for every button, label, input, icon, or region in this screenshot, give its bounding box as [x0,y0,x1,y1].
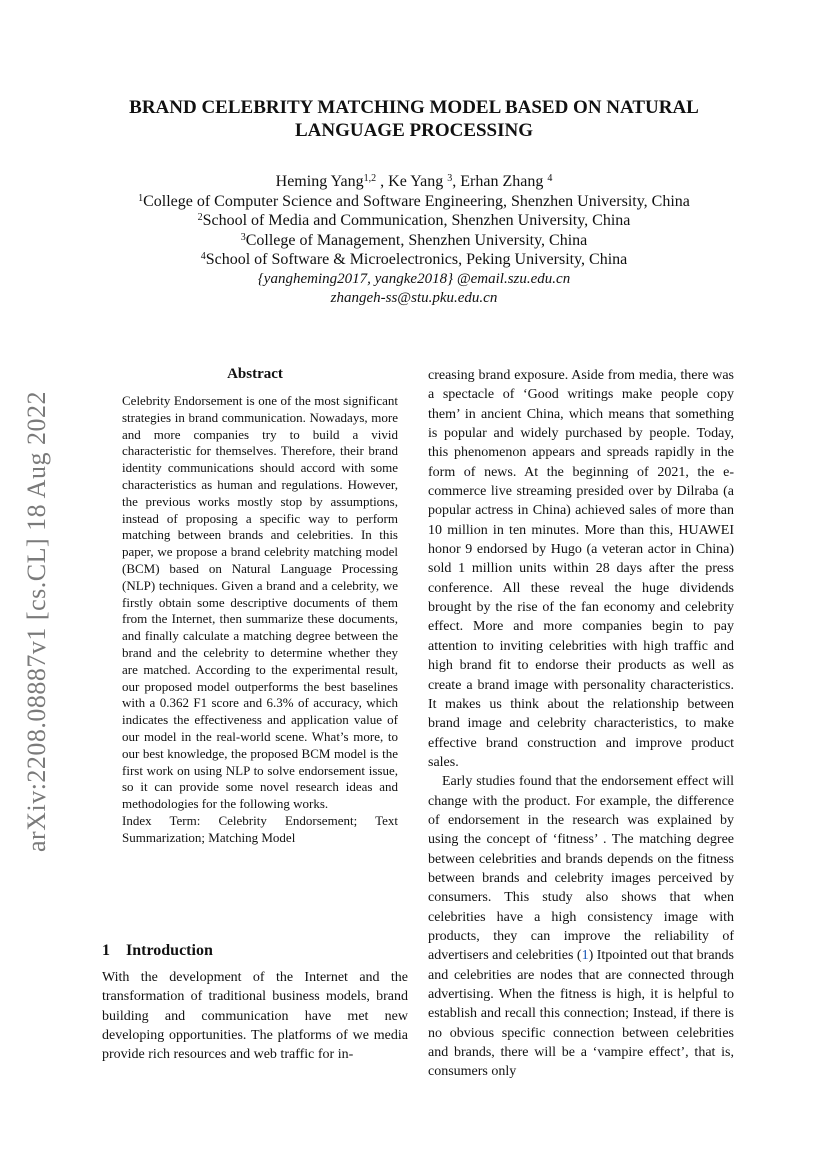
affiliation-text: School of Software & Microelectronics, Peking University, China [205,251,628,268]
author-name: , Erhan Zhang [452,173,548,190]
affiliation-text: College of Computer Science and Software Engineering, Shenzhen University, China [143,192,690,210]
author-name: Heming Yang [275,173,364,190]
right-column [428,366,734,1082]
author-name: , Ke Yang [376,173,448,190]
citation-link[interactable]: 1 [581,948,589,964]
paragraph-text: ) Itpointed out that brands and celebrities are nodes that are connected through advertising. When the fitness is high, it is helpful to establish and recall this connection; Instead, if there is no obvious specific connection between celebrities and brands, there will be a ‘vampire effect’, that is, consumers only [428,948,734,1080]
intro-paragraph-continued: creasing brand exposure. Aside from media, there was a spectacle of ‘Good writings make people copy them’ in ancient China, which means that something is popular and widely purchased by people. Today, this phenomenon appears and spreads rapidly in the form of news. At the beginning of 2021, the e-commerce live streaming presided over by Dilraba (a popular actress in China) achieved sales of more than 10 million in ten minutes. More than this, HUAWEI honor 9 endorsed by Hugo (a veteran actor in China) sold 1 million units within 28 days after the press conference. All these reveal the huge dividends brought by the rise of the fan economy and celebrity effect. More and more companies begin to pay attention to inviting celebrities with high traffic and high brand fit to endorse their products as well as create a brand image with personality characteristics. It makes us think about the relationship between brand image and celebrity characteristics, to make effective brand construction and improve product sales. [428,368,734,770]
author-superscript: 3 [447,173,453,184]
affiliation-line [60,211,768,231]
affiliation-line [60,231,768,251]
index-terms: Index Term: Celebrity Endorsement; Text Summarization; Matching Model [122,812,398,845]
affiliation-superscript: 3 [240,231,246,243]
affiliation-superscript: 2 [197,212,203,223]
abstract-heading: Abstract [227,366,283,382]
author-superscript: 4 [547,173,553,184]
paper-title: BRAND CELEBRITY MATCHING MODEL BASED ON NATURAL LANGUAGE PROCESSING [129,97,699,141]
email-line: {yangheming2017, yangke2018} @email.szu.edu.cn [257,270,571,287]
affiliation-text: School of Media and Communication, Shenzhen University, China [202,212,631,229]
author-block [60,172,768,309]
section-heading [102,942,213,960]
email-line: zhangeh-ss@stu.pku.edu.cn [330,290,498,306]
intro-paragraph-left: With the development of the Internet and the transformation of traditional business models, brand building and communication have met new developing opportunities. The platforms of we media provide rich resources and web traffic for in- [102,970,408,1063]
affiliation-superscript: 4 [200,251,206,262]
affiliation-superscript: 1 [138,192,144,204]
paragraph-text: Early studies found that the endorsement effect will change with the product. For example, the difference of endorsement in the research was explained by using the concept of ‘fitness’ . The matching degree between celebrities and brands depends on the fitness between brands and celebrity images perceived by consumers. This study also shows that when celebrities have a high consistency image with products, they can improve the reliability of advertisers and celebrities ( [428,774,734,964]
left-column [102,366,408,847]
section-number: 1 [102,942,110,959]
affiliation-line [60,192,768,212]
affiliation-line [60,250,768,270]
author-superscript: 1,2 [363,173,377,184]
section-title: Introduction [126,942,213,959]
abstract-body: Celebrity Endorsement is one of the most significant strategies in brand communication. Nowadays, more and more companies try to build a vivid characteristic for themselves. Therefore, their brand identity communications should accord with some characteristics as human and regulations. However, the previous works mostly stop by assumptions, instead of proposing a specific way to perform matching between brands and celebrities. In this paper, we propose a brand celebrity matching model (BCM) based on Natural Language Processing (NLP) techniques. Given a brand and a celebrity, we firstly obtain some descriptive documents of them from the Internet, then summarize these documents, and finally calculate a matching degree between the brand and the celebrity to determine whether they are matched. According to the experimental result, our proposed model outperforms the best baselines with a 0.362 F1 score and 6.3% of accuracy, which indicates the effectiveness and application value of our model in the real-world scene. What’s more, to our best knowledge, the proposed BCM model is the first work on using NLP to solve endorsement issue, so it can provide some novel research ideas and methodologies for the following works. [122,393,398,812]
intro-paragraph-early-studies [428,772,734,1082]
affiliation-text: College of Management, Shenzhen University, China [245,231,588,249]
arxiv-side-stamp: arXiv:2208.08887v1 [cs.CL] 18 Aug 2022 [22,391,51,852]
author-names [60,172,768,192]
